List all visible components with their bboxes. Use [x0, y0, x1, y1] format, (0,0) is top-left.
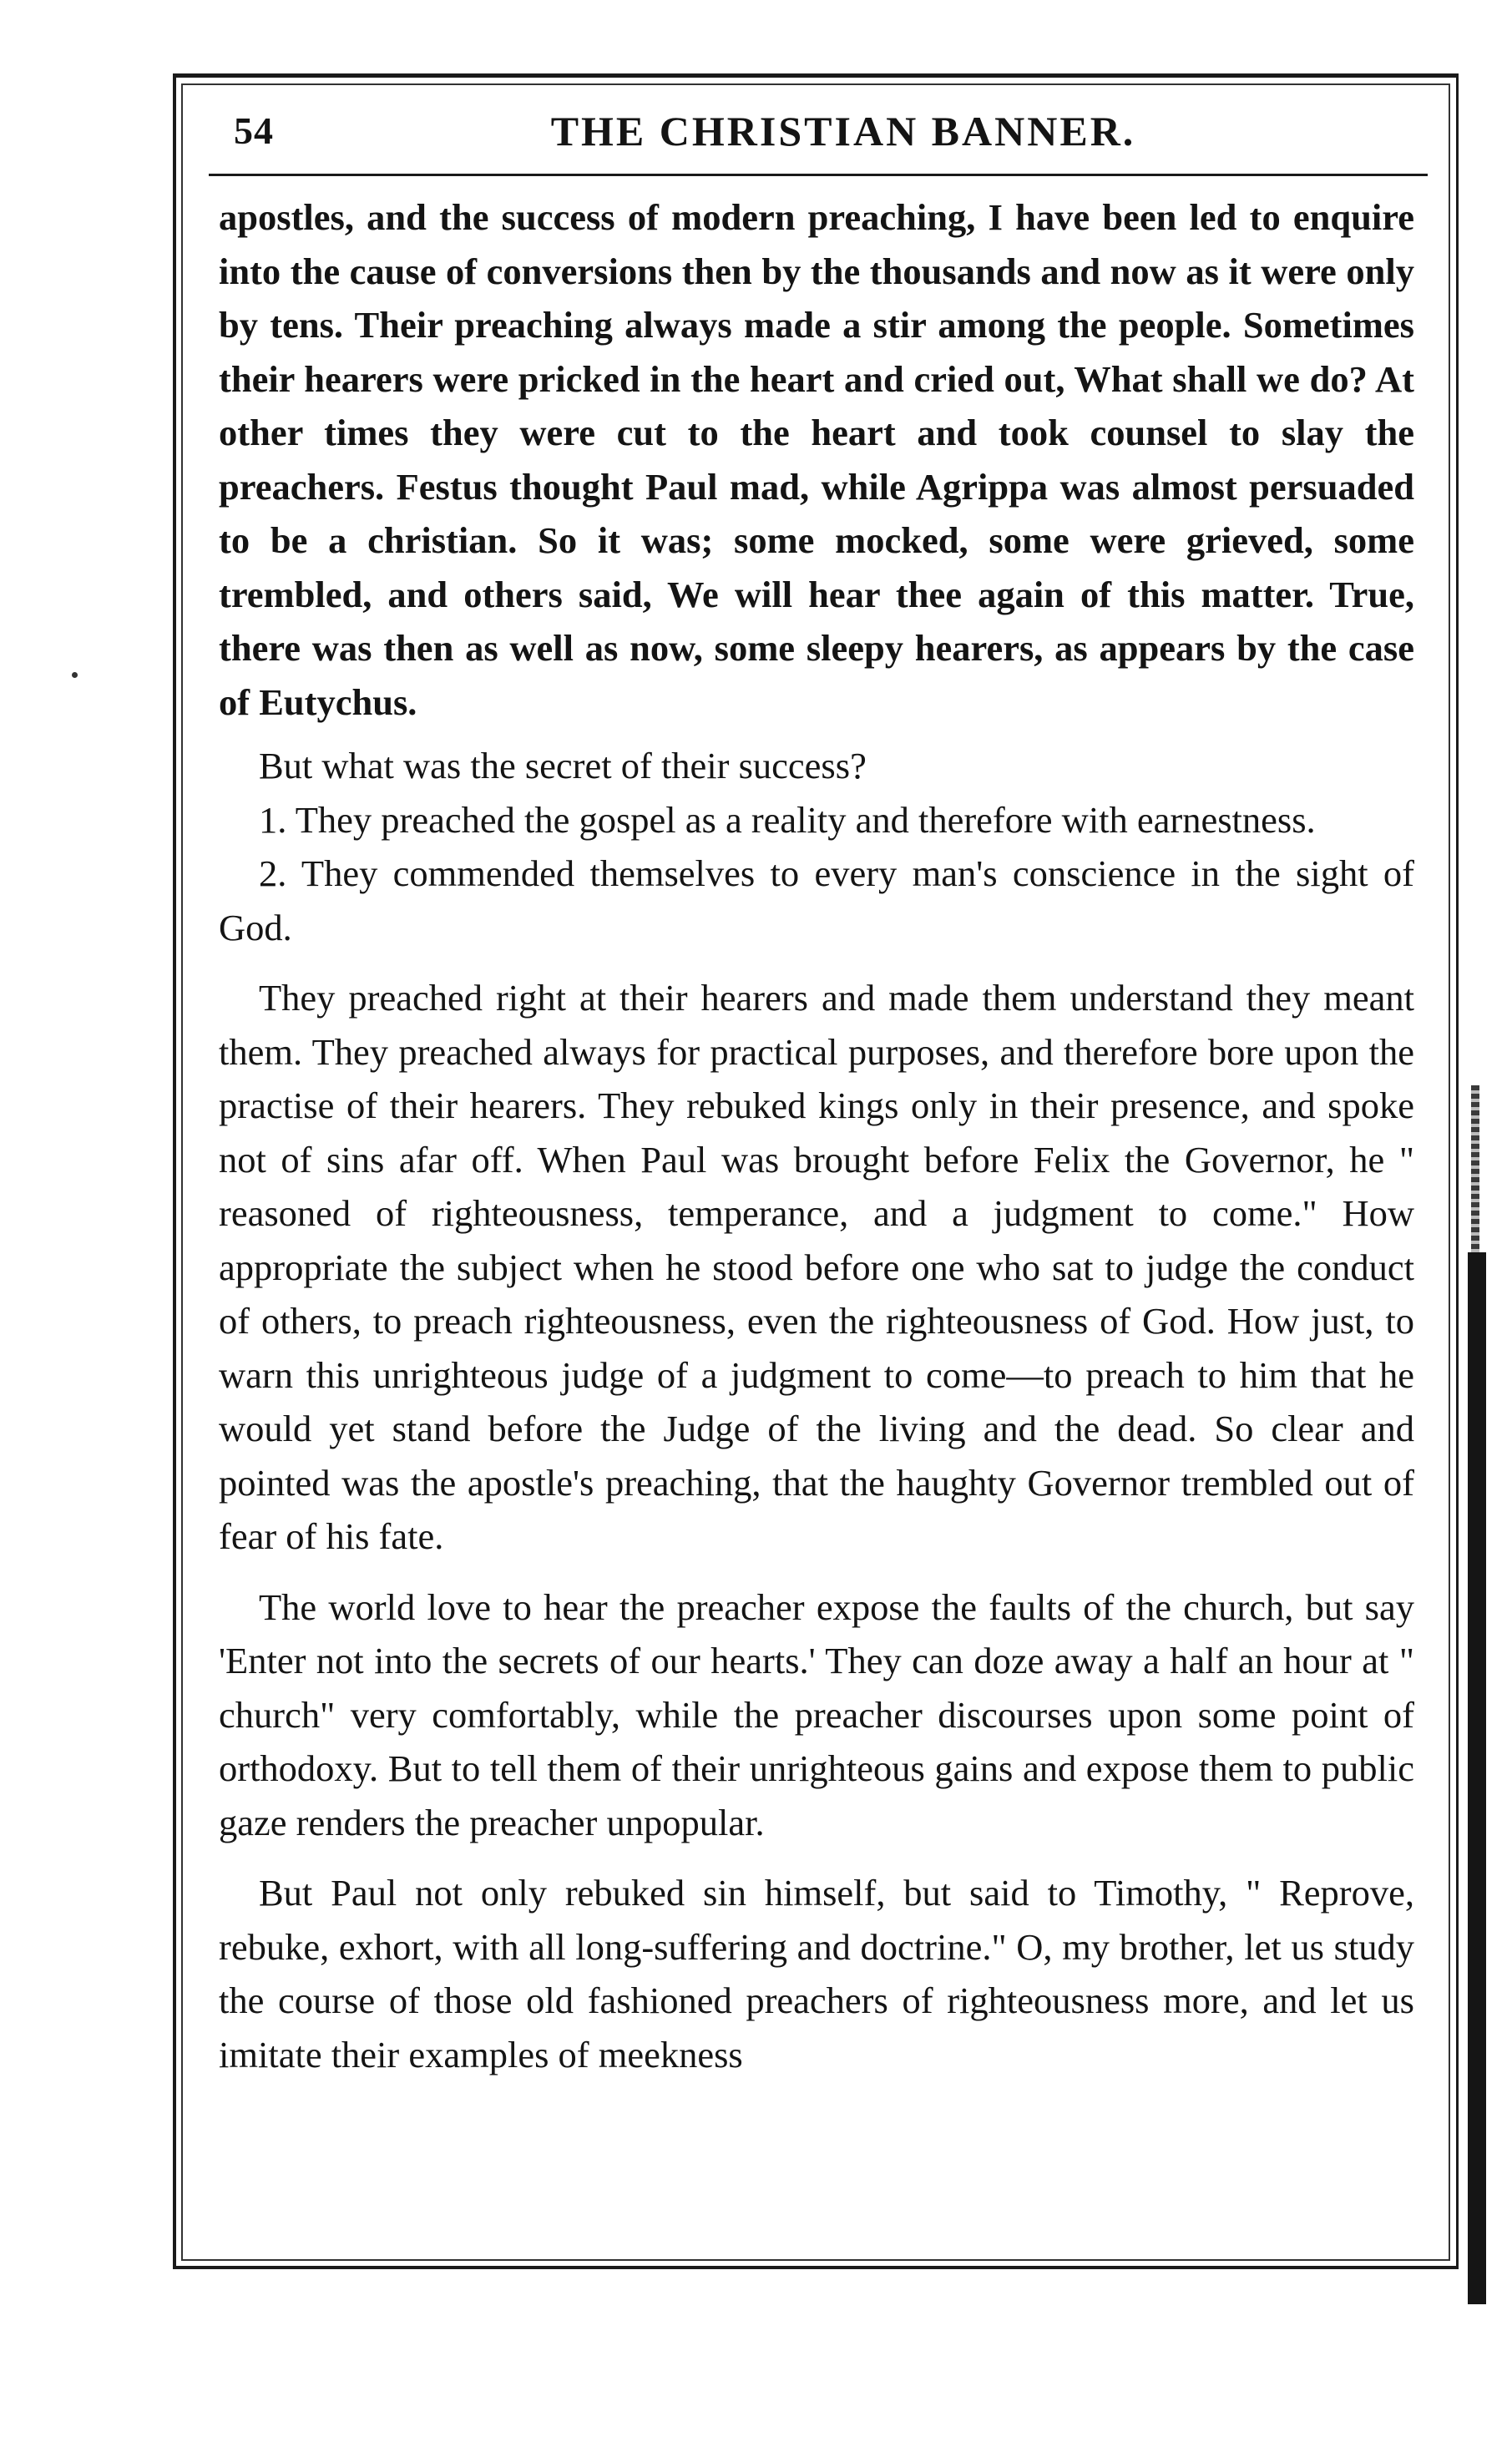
paragraph-question: But what was the secret of their success?: [259, 745, 867, 786]
paragraph-world: The world love to hear the preacher expose the faults of the church, but say 'Enter not into the secrets of our hearts.' They can doze away a half an hour at " church" very comfortably, while the preacher discourses upon some point of orthodoxy. But to tell them of their unrighteous gains and expose them to public gaze renders the preacher unpopular.: [219, 1585, 1414, 1843]
binding-edge: [1468, 1252, 1486, 2304]
binding-edge-top: [1471, 1085, 1479, 1252]
paragraph-point-2: 2. They commended themselves to every man's conscience in the sight of God.: [219, 852, 1414, 948]
header-rule: [209, 174, 1428, 176]
page-header: [209, 100, 1428, 167]
page-number: 54: [234, 109, 274, 152]
running-title: THE CHRISTIAN BANNER.: [550, 108, 1136, 154]
paragraph-preaching: They preached right at their hearers and made them understand they meant them. They preached always for practical purposes, and therefore bore upon the practise of their hearers. They rebuked kings only in their presence, and spoke not of sins afar off. When Paul was brought before Felix the Governor, he " reasoned of righteousness, temperance, and a judgment to come." How appropriate the subject when he stood before one who sat to judge the conduct of others, to preach righteousness, even the righteousness of God. How just, to warn this unrighteous judge of a judgment to come—to preach to him that he would yet stand before the Judge of the living and the dead. So clear and pointed was the apostle's preaching, that the haughty Governor trembled out of fear of his fate.: [219, 977, 1414, 1557]
margin-speck: [72, 672, 78, 678]
body-text: [219, 190, 1414, 2081]
paragraph-point-1: 1. They preached the gospel as a reality and therefore with earnestness.: [259, 798, 1316, 841]
paragraph-paul: But Paul not only rebuked sin himself, but said to Timothy, " Reprove, rebuke, exhort, with all long-suffering and doctrine." O, my brother, let us study the course of those old fashioned preachers of righteousness more, and let us imitate their examples of meekness: [219, 1872, 1414, 2075]
paragraph-continuation: apostles, and the success of modern preaching, I have been led to enquire into the cause of conversions then by the thousands and now as it were only by tens. Their preaching always made a stir among the people. Sometimes their hearers were pricked in the heart and cried out, What shall we do? At other times they were cut to the heart and took counsel to slay the preachers. Festus thought Paul mad, while Agrippa was almost persuaded to be a christian. So it was; some mocked, some were grieved, some trembled, and others said, We will hear thee again of this matter. True, there was then as well as now, some sleepy hearers, as appears by the case of Eutychus.: [219, 196, 1414, 723]
